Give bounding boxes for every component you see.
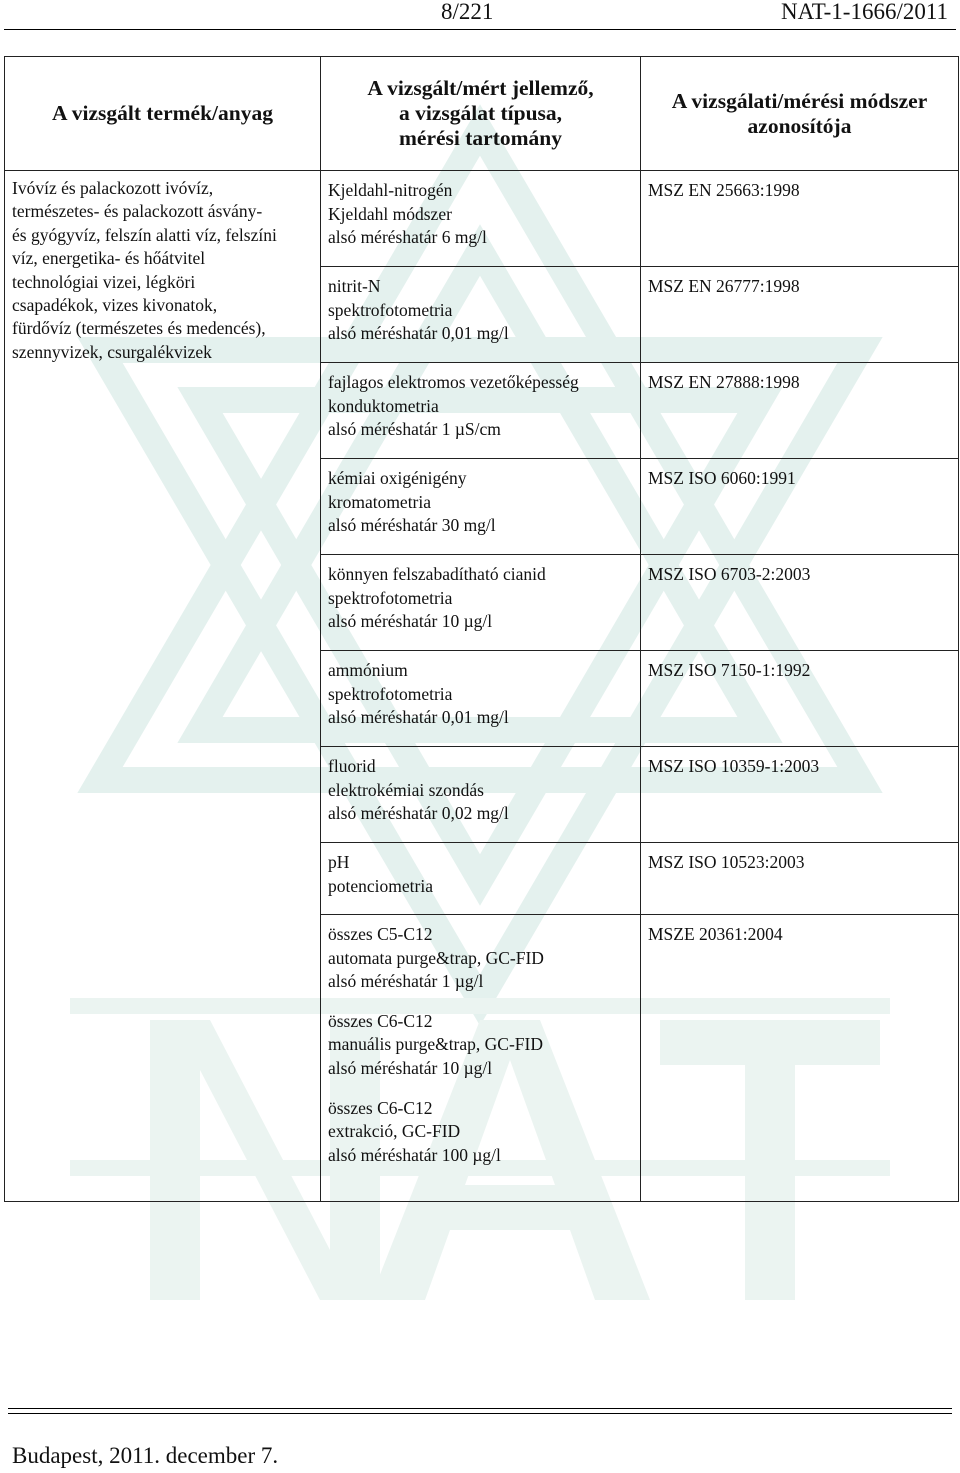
method-cell: [641, 651, 958, 747]
header-divider: [4, 29, 956, 30]
method-cell: [641, 459, 958, 555]
characteristic-line: alsó méréshatár 6 mg/l: [328, 227, 487, 248]
characteristic-line: alsó méréshatár 0,02 mg/l: [328, 803, 509, 824]
characteristic-line: alsó méréshatár 10 µg/l: [328, 611, 493, 632]
characteristic-line: ammónium: [328, 660, 408, 680]
characteristic-line: elektrokémiai szondás: [328, 779, 484, 800]
header-line: azonosítója: [747, 113, 852, 138]
method-id: MSZ ISO 6703-2:2003: [648, 564, 811, 584]
header-characteristic: [321, 57, 641, 171]
characteristic-line: összes C6-C12: [328, 1010, 433, 1031]
product-line: víz, energetika- és hőátvitel: [12, 248, 206, 269]
characteristic-line: extrakció, GC-FID: [328, 1121, 461, 1142]
method-id: MSZ ISO 7150-1:1992: [648, 660, 811, 680]
method-id: MSZ EN 27888:1998: [648, 372, 800, 392]
characteristic-cell: [321, 363, 640, 459]
method-cell: [641, 843, 958, 915]
header-line: A vizsgált termék/anyag: [52, 101, 273, 125]
page-header: [0, 0, 960, 28]
page-number: 8/221: [441, 0, 494, 24]
characteristic-line: összes C6-C12: [328, 1097, 433, 1118]
characteristic-line: pH: [328, 852, 350, 872]
header-line: A vizsgált/mért jellemző,: [367, 76, 594, 100]
method-id: MSZ EN 25663:1998: [648, 180, 800, 200]
product-line: technológiai vizei, légköri: [12, 271, 196, 292]
characteristic-line: alsó méréshatár 0,01 mg/l: [328, 707, 509, 728]
header-product: [5, 57, 321, 171]
characteristic-cell: [321, 747, 640, 843]
spacer: [328, 994, 634, 1010]
product-cell: [5, 171, 321, 1202]
characteristic-line: alsó méréshatár 0,01 mg/l: [328, 323, 509, 344]
characteristic-cell: [321, 843, 640, 915]
header-line: A vizsgálati/mérési módszer: [671, 88, 928, 113]
document-id: NAT-1-1666/2011: [781, 0, 948, 24]
characteristic-cell: [321, 267, 640, 363]
characteristic-line: spektrofotometria: [328, 683, 453, 704]
characteristic-line: alsó méréshatár 10 µg/l: [328, 1057, 493, 1078]
method-cell: [641, 747, 958, 843]
characteristic-line: alsó méréshatár 1 µg/l: [328, 971, 484, 992]
characteristic-cell: [321, 459, 640, 555]
product-line: csapadékok, vizes kivonatok,: [12, 295, 218, 316]
characteristic-cell: [321, 651, 640, 747]
product-line: fürdővíz (természetes és medencés),: [12, 318, 266, 339]
characteristic-line: konduktometria: [328, 395, 439, 416]
characteristic-line: fluorid: [328, 756, 376, 776]
method-id: MSZ ISO 6060:1991: [648, 468, 796, 488]
characteristic-line: összes C5-C12: [328, 924, 433, 944]
method-id: MSZ EN 26777:1998: [648, 276, 800, 296]
footer-date: Budapest, 2011. december 7.: [12, 1443, 279, 1468]
characteristic-line: Kjeldahl-nitrogén: [328, 180, 453, 200]
product-line: és gyógyvíz, felszín alatti víz, felszíni: [12, 224, 277, 245]
footer-divider-thin: [8, 1413, 952, 1414]
characteristic-line: kromatometria: [328, 491, 432, 512]
table-row: [5, 171, 959, 1202]
product-line: Ivóvíz és palackozott ivóvíz,: [12, 178, 214, 198]
method-cell: [641, 555, 958, 651]
method-cell: [641, 171, 958, 267]
characteristic-line: alsó méréshatár 100 µg/l: [328, 1144, 501, 1165]
header-line: a vizsgálat típusa,: [398, 101, 563, 125]
method-cell: [641, 915, 958, 1201]
method-cell: [641, 267, 958, 363]
characteristic-line: kémiai oxigénigény: [328, 468, 467, 488]
method-column: [641, 171, 959, 1202]
accreditation-table: [4, 56, 959, 1202]
header-method: [641, 57, 959, 171]
method-id: MSZE 20361:2004: [648, 924, 783, 944]
characteristic-line: könnyen felszabadítható cianid: [328, 564, 546, 584]
footer-divider: [8, 1408, 952, 1409]
method-cell: [641, 363, 958, 459]
characteristic-line: fajlagos elektromos vezetőképesség: [328, 372, 579, 392]
characteristic-line: nitrit-N: [328, 276, 381, 296]
product-line: természetes- és palackozott ásvány-: [12, 201, 263, 222]
characteristic-line: alsó méréshatár 1 µS/cm: [328, 419, 501, 440]
characteristic-cell: [321, 915, 640, 1201]
characteristic-line: automata purge&trap, GC-FID: [328, 947, 544, 968]
characteristic-line: spektrofotometria: [328, 299, 453, 320]
characteristic-cell: [321, 555, 640, 651]
spacer: [328, 1081, 634, 1097]
characteristic-column: [321, 171, 641, 1202]
characteristic-line: spektrofotometria: [328, 587, 453, 608]
characteristic-line: potenciometria: [328, 875, 433, 896]
characteristic-cell: [321, 171, 640, 267]
characteristic-line: manuális purge&trap, GC-FID: [328, 1034, 543, 1055]
method-id: MSZ ISO 10523:2003: [648, 852, 805, 872]
table-header-row: [5, 57, 959, 171]
method-id: MSZ ISO 10359-1:2003: [648, 756, 820, 776]
characteristic-line: Kjeldahl módszer: [328, 203, 452, 224]
header-line: mérési tartomány: [399, 126, 562, 150]
characteristic-line: alsó méréshatár 30 mg/l: [328, 515, 496, 536]
product-line: szennyvizek, csurgalékvizek: [12, 341, 212, 362]
